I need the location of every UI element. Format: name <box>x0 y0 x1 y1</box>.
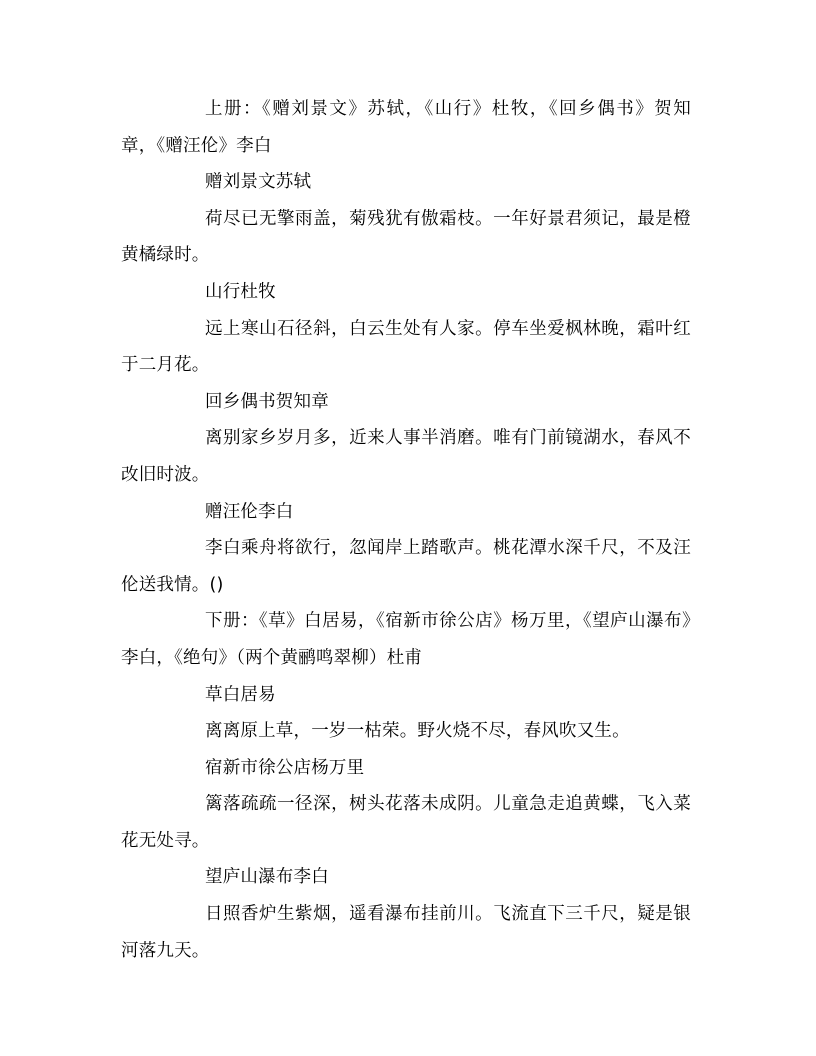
poem-text: 离离原上草，一岁一枯荣。野火烧不尽，春风吹又生。 <box>205 721 630 742</box>
summary-upper-volume: 上册：《赠刘景文》苏轼，《山行》杜牧，《回乡偶书》贺知章，《赠汪伦》李白 <box>121 99 691 156</box>
poem-title: 山行杜牧 <box>205 281 276 302</box>
poem-title: 回乡偶书贺知章 <box>205 391 329 412</box>
poem-text: 李白乘舟将欲行，忽闻岸上踏歌声。桃花潭水深千尺，不及汪伦送我情。() <box>121 538 691 595</box>
poem-title: 赠刘景文苏轼 <box>205 172 312 193</box>
poem-title: 赠汪伦李白 <box>205 501 294 522</box>
poem-title: 宿新市徐公店杨万里 <box>205 757 365 778</box>
poem-title: 草白居易 <box>205 684 276 705</box>
poem-text: 荷尽已无擎雨盖，菊残犹有傲霜枝。一年好景君须记，最是橙黄橘绿时。 <box>121 208 691 266</box>
summary-lower-volume: 下册：《草》白居易，《宿新市徐公店》杨万里，《望庐山瀑布》李白，《绝句》（两个黄鹂鸣翠柳）杜甫 <box>121 611 691 668</box>
document-body <box>121 91 691 969</box>
poem-text: 远上寒山石径斜，白云生处有人家。停车坐爱枫林晚，霜叶红于二月花。 <box>121 318 691 376</box>
poem-title: 望庐山瀑布李白 <box>205 867 329 888</box>
poem-text: 篱落疏疏一径深，树头花落未成阴。儿童急走追黄蝶，飞入菜花无处寻。 <box>121 794 691 851</box>
poem-text: 日照香炉生紫烟，遥看瀑布挂前川。飞流直下三千尺，疑是银河落九天。 <box>121 904 691 961</box>
poem-text: 离别家乡岁月多，近来人事半消磨。唯有门前镜湖水，春风不改旧时波。 <box>121 428 691 485</box>
